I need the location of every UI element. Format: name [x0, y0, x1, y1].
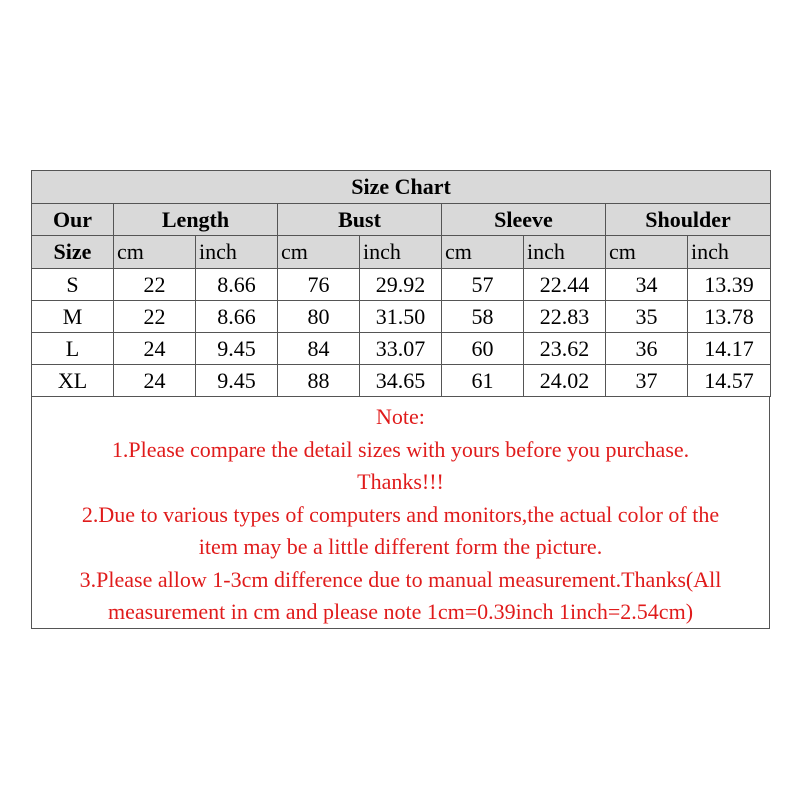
table-title: Size Chart — [32, 171, 771, 204]
unit-label: cm — [114, 236, 196, 269]
note-line: 2.Due to various types of computers and monitors,the actual color of the — [81, 501, 720, 527]
table-cell: 37 — [606, 365, 688, 397]
table-cell: 36 — [606, 333, 688, 365]
table-cell: 35 — [606, 301, 688, 333]
table-cell: 80 — [278, 301, 360, 333]
notes-block — [31, 401, 770, 629]
table-cell: 33.07 — [360, 333, 442, 365]
table-cell: 14.17 — [688, 333, 771, 365]
note-heading: Note: — [376, 404, 425, 429]
note-line: 3.Please allow 1-3cm difference due to manual measurement.Thanks(All — [79, 566, 722, 592]
table-cell: 57 — [442, 269, 524, 301]
unit-label: inch — [196, 236, 278, 269]
table-row — [32, 301, 771, 333]
size-label: Size — [32, 236, 114, 269]
note-line: item may be a little different form the picture. — [198, 534, 603, 559]
unit-label: cm — [442, 236, 524, 269]
table-cell: 22.83 — [524, 301, 606, 333]
note-line: measurement in cm and please note 1cm=0.39inch 1inch=2.54cm) — [107, 599, 694, 624]
table-cell: 29.92 — [360, 269, 442, 301]
table-row — [32, 365, 771, 397]
unit-label: inch — [688, 236, 771, 269]
table-cell: 24 — [114, 333, 196, 365]
unit-label: inch — [360, 236, 442, 269]
table-row — [32, 269, 771, 301]
table-cell: 24.02 — [524, 365, 606, 397]
note-line: Thanks!!! — [357, 469, 444, 494]
length-header: Length — [114, 204, 278, 236]
table-cell: 8.66 — [196, 301, 278, 333]
unit-label: inch — [524, 236, 606, 269]
table-cell: 13.78 — [688, 301, 771, 333]
table-row — [32, 333, 771, 365]
table-cell: 22 — [114, 301, 196, 333]
unit-header-row — [32, 236, 771, 269]
sleeve-header: Sleeve — [442, 204, 606, 236]
size-cell: S — [32, 269, 114, 301]
shoulder-header: Shoulder — [606, 204, 771, 236]
table-cell: 23.62 — [524, 333, 606, 365]
table-cell: 8.66 — [196, 269, 278, 301]
table-cell: 88 — [278, 365, 360, 397]
unit-label: cm — [606, 236, 688, 269]
size-chart-table — [31, 170, 771, 397]
table-cell: 58 — [442, 301, 524, 333]
our-label: Our — [32, 204, 114, 236]
bust-header: Bust — [278, 204, 442, 236]
title-row — [32, 171, 771, 204]
table-cell: 34 — [606, 269, 688, 301]
table-cell: 34.65 — [360, 365, 442, 397]
size-cell: L — [32, 333, 114, 365]
size-cell: XL — [32, 365, 114, 397]
table-cell: 31.50 — [360, 301, 442, 333]
table-cell: 22 — [114, 269, 196, 301]
table-cell: 60 — [442, 333, 524, 365]
table-cell: 13.39 — [688, 269, 771, 301]
note-line: 1.Please compare the detail sizes with yours before you purchase. — [111, 436, 690, 462]
table-cell: 84 — [278, 333, 360, 365]
table-cell: 76 — [278, 269, 360, 301]
group-header-row — [32, 204, 771, 236]
unit-label: cm — [278, 236, 360, 269]
table-cell: 9.45 — [196, 333, 278, 365]
table-cell: 9.45 — [196, 365, 278, 397]
table-cell: 14.57 — [688, 365, 771, 397]
table-cell: 24 — [114, 365, 196, 397]
size-cell: M — [32, 301, 114, 333]
table-cell: 22.44 — [524, 269, 606, 301]
table-cell: 61 — [442, 365, 524, 397]
